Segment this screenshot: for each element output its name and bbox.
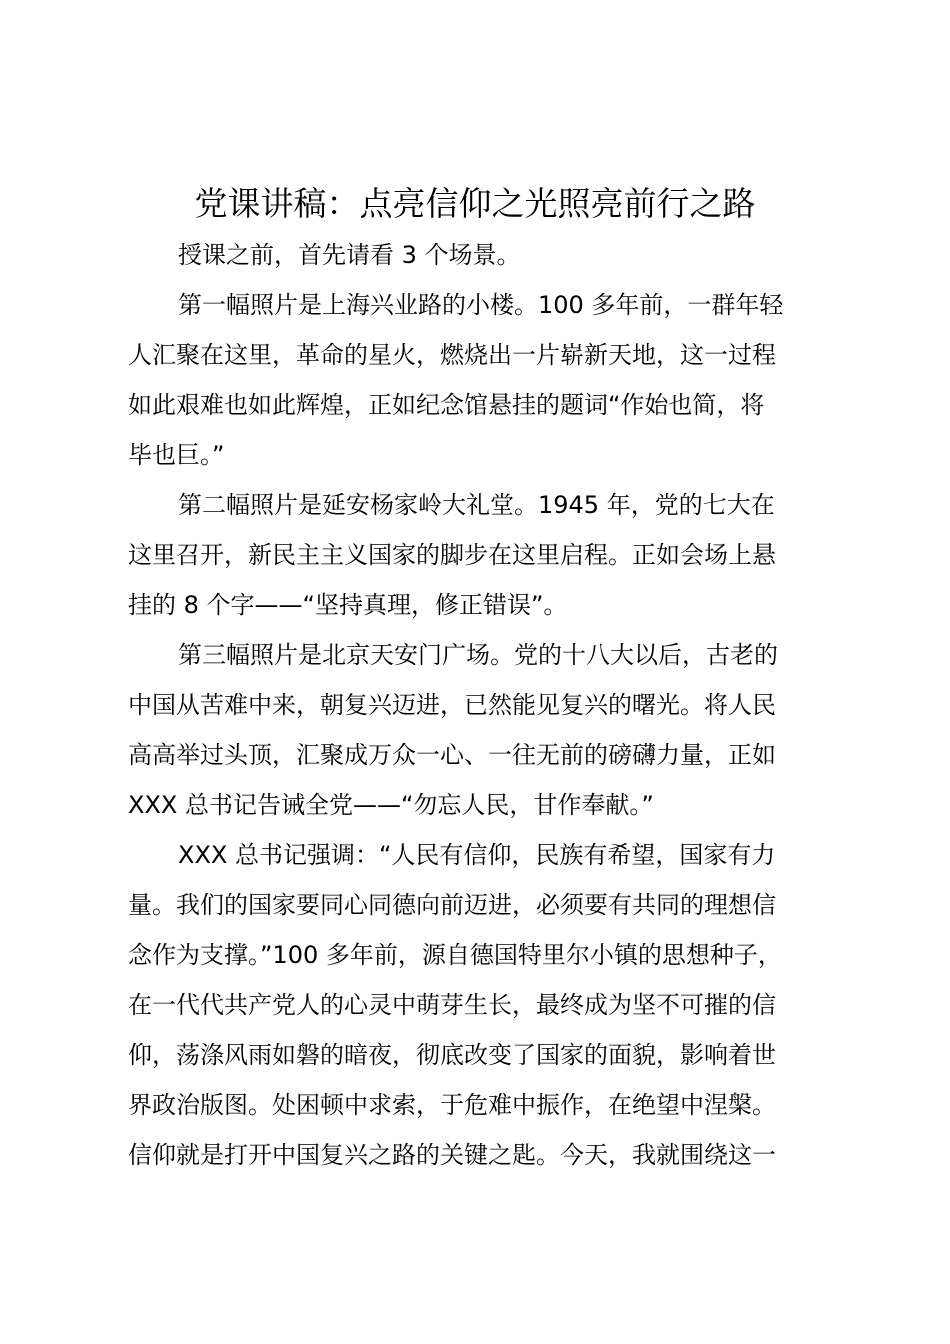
paragraph-line: 念作为支撑。”100 多年前，源自德国特里尔小镇的思想种子， bbox=[128, 941, 782, 969]
paragraph-line: 信仰就是打开中国复兴之路的关键之匙。今天，我就围绕这一 bbox=[128, 1141, 776, 1169]
paragraph-line: 仰，荡涤风雨如磐的暗夜，彻底改变了国家的面貌，影响着世 bbox=[128, 1041, 776, 1069]
paragraph-line: 高高举过头顶，汇聚成万众一心、一往无前的磅礴力量，正如 bbox=[128, 741, 776, 769]
paragraph-line: 界政治版图。处困顿中求索，于危难中振作，在绝望中涅槃。 bbox=[128, 1091, 776, 1119]
document-title: 党课讲稿：点亮信仰之光照亮前行之路 bbox=[194, 184, 756, 223]
paragraph-line: 如此艰难也如此辉煌，正如纪念馆悬挂的题词“作始也简，将 bbox=[128, 391, 765, 419]
paragraph-line: 中国从苦难中来，朝复兴迈进，已然能见复兴的曙光。将人民 bbox=[128, 691, 776, 719]
paragraph-line: 在一代代共产党人的心灵中萌芽生长，最终成为坚不可摧的信 bbox=[128, 991, 776, 1019]
paragraph-line: 第一幅照片是上海兴业路的小楼。100 多年前，一群年轻 bbox=[178, 291, 784, 319]
paragraph-line: 授课之前，首先请看 3 个场景。 bbox=[178, 241, 521, 269]
paragraph-line: XXX 总书记强调：“人民有信仰，民族有希望，国家有力 bbox=[178, 841, 776, 869]
paragraph-line: 挂的 8 个字——“坚持真理，修正错误”。 bbox=[128, 591, 568, 619]
paragraph-line: 这里召开，新民主主义国家的脚步在这里启程。正如会场上悬 bbox=[128, 541, 776, 569]
paragraph-line: 人汇聚在这里，革命的星火，燃烧出一片崭新天地，这一过程 bbox=[128, 341, 776, 369]
paragraph-line: 第二幅照片是延安杨家岭大礼堂。1945 年，党的七大在 bbox=[178, 491, 775, 519]
paragraph-line: XXX 总书记告诫全党——“勿忘人民，甘作奉献。” bbox=[128, 791, 654, 819]
paragraph-line: 毕也巨。” bbox=[128, 441, 225, 469]
paragraph-line: 量。我们的国家要同心同德向前迈进，必须要有共同的理想信 bbox=[128, 891, 776, 919]
paragraph-line: 第三幅照片是北京天安门广场。党的十八大以后，古老的 bbox=[178, 641, 778, 669]
